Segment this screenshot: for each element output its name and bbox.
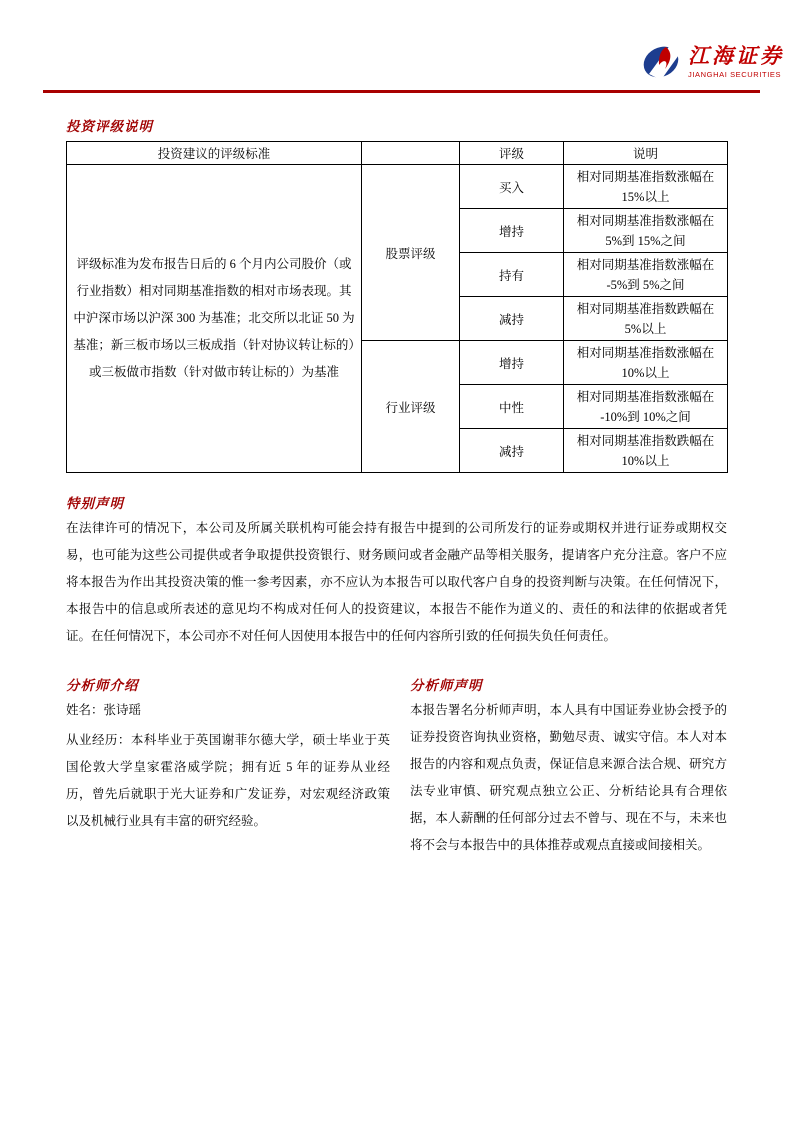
rating-section-title: 投资评级说明 — [66, 119, 153, 134]
jianghai-logo-icon — [641, 42, 683, 82]
analyst-intro-title: 分析师介绍 — [66, 678, 139, 693]
group-industry-rating: 行业评级 — [362, 341, 460, 473]
analyst-statement-title: 分析师声明 — [410, 678, 483, 693]
desc-cell: 相对同期基准指数涨幅在 10%以上 — [564, 341, 728, 385]
rating-table — [66, 141, 728, 473]
rating-cell: 中性 — [460, 385, 564, 429]
rating-cell: 增持 — [460, 341, 564, 385]
rating-cell: 持有 — [460, 253, 564, 297]
header-criteria: 投资建议的评级标准 — [67, 142, 362, 165]
analyst-section — [66, 677, 727, 859]
brand-name-cn: 江海证券 — [688, 44, 784, 68]
analyst-statement-column — [410, 677, 727, 859]
special-statement-title: 特别声明 — [66, 496, 124, 511]
desc-cell: 相对同期基准指数跌幅在 10%以上 — [564, 429, 728, 473]
header-rating: 评级 — [460, 142, 564, 165]
group-stock-rating: 股票评级 — [362, 165, 460, 341]
analyst-experience: 从业经历：本科毕业于英国谢菲尔德大学，硕士毕业于英国伦敦大学皇家霍洛威学院；拥有近 5 年的证券从业经历，曾先后就职于光大证券和广发证券，对宏观经济政策以及机械行业具有丰富的研究经验。 — [66, 733, 390, 828]
desc-cell: 相对同期基准指数涨幅在 15%以上 — [564, 165, 728, 209]
analyst-intro-column — [66, 677, 390, 859]
desc-cell: 相对同期基准指数涨幅在 5%到 15%之间 — [564, 209, 728, 253]
header-category — [362, 142, 460, 165]
special-statement-body: 在法律许可的情况下，本公司及所属关联机构可能会持有报告中提到的公司所发行的证券或期权并进行证券或期权交易，也可能为这些公司提供或者争取提供投资银行、财务顾问或者金融产品等相关服务，提请客户充分注意。客户不应将本报告为作出其投资决策的惟一参考因素，亦不应认为本报告可以取代客户自身的投资判断与决策。在任何情况下，本报告中的信息或所表述的意见均不构成对任何人的投资建议，本报告不能作为道义的、责任的和法律的依据或者凭证。在任何情况下，本公司亦不对任何人因使用本报告中的任何内容所引致的任何损失负任何责任。 — [66, 521, 727, 643]
header-description: 说明 — [564, 142, 728, 165]
rating-cell: 买入 — [460, 165, 564, 209]
brand-logo-text — [688, 42, 784, 79]
desc-cell: 相对同期基准指数涨幅在 -5%到 5%之间 — [564, 253, 728, 297]
rating-table-header-row — [67, 142, 728, 165]
criteria-cell: 评级标准为发布报告日后的 6 个月内公司股价（或行业指数）相对同期基准指数的相对市场表现。其中沪深市场以沪深 300 为基准；北交所以北证 50 为基准；新三板市场以三板成指（针对协议转让标的）或三板做市指数（针对做市转让标的）为基准 — [67, 165, 362, 473]
rating-cell: 减持 — [460, 297, 564, 341]
analyst-statement-body: 本报告署名分析师声明，本人具有中国证券业协会授予的证券投资咨询执业资格，勤勉尽责、诚实守信。本人对本报告的内容和观点负责，保证信息来源合法合规、研究方法专业审慎、研究观点独立公正、分析结论具有合理依据，本人薪酬的任何部分过去不曾与、现在不与，未来也将不会与本报告中的具体推荐或观点直接或间接相关。 — [410, 703, 727, 852]
analyst-name: 姓名：张诗瑶 — [66, 703, 142, 717]
page-content — [66, 93, 727, 859]
brand-logo — [641, 42, 784, 82]
table-row — [67, 165, 728, 209]
rating-cell: 减持 — [460, 429, 564, 473]
brand-name-en: JIANGHAI SECURITIES — [688, 70, 782, 79]
rating-cell: 增持 — [460, 209, 564, 253]
desc-cell: 相对同期基准指数涨幅在 -10%到 10%之间 — [564, 385, 728, 429]
desc-cell: 相对同期基准指数跌幅在 5%以上 — [564, 297, 728, 341]
